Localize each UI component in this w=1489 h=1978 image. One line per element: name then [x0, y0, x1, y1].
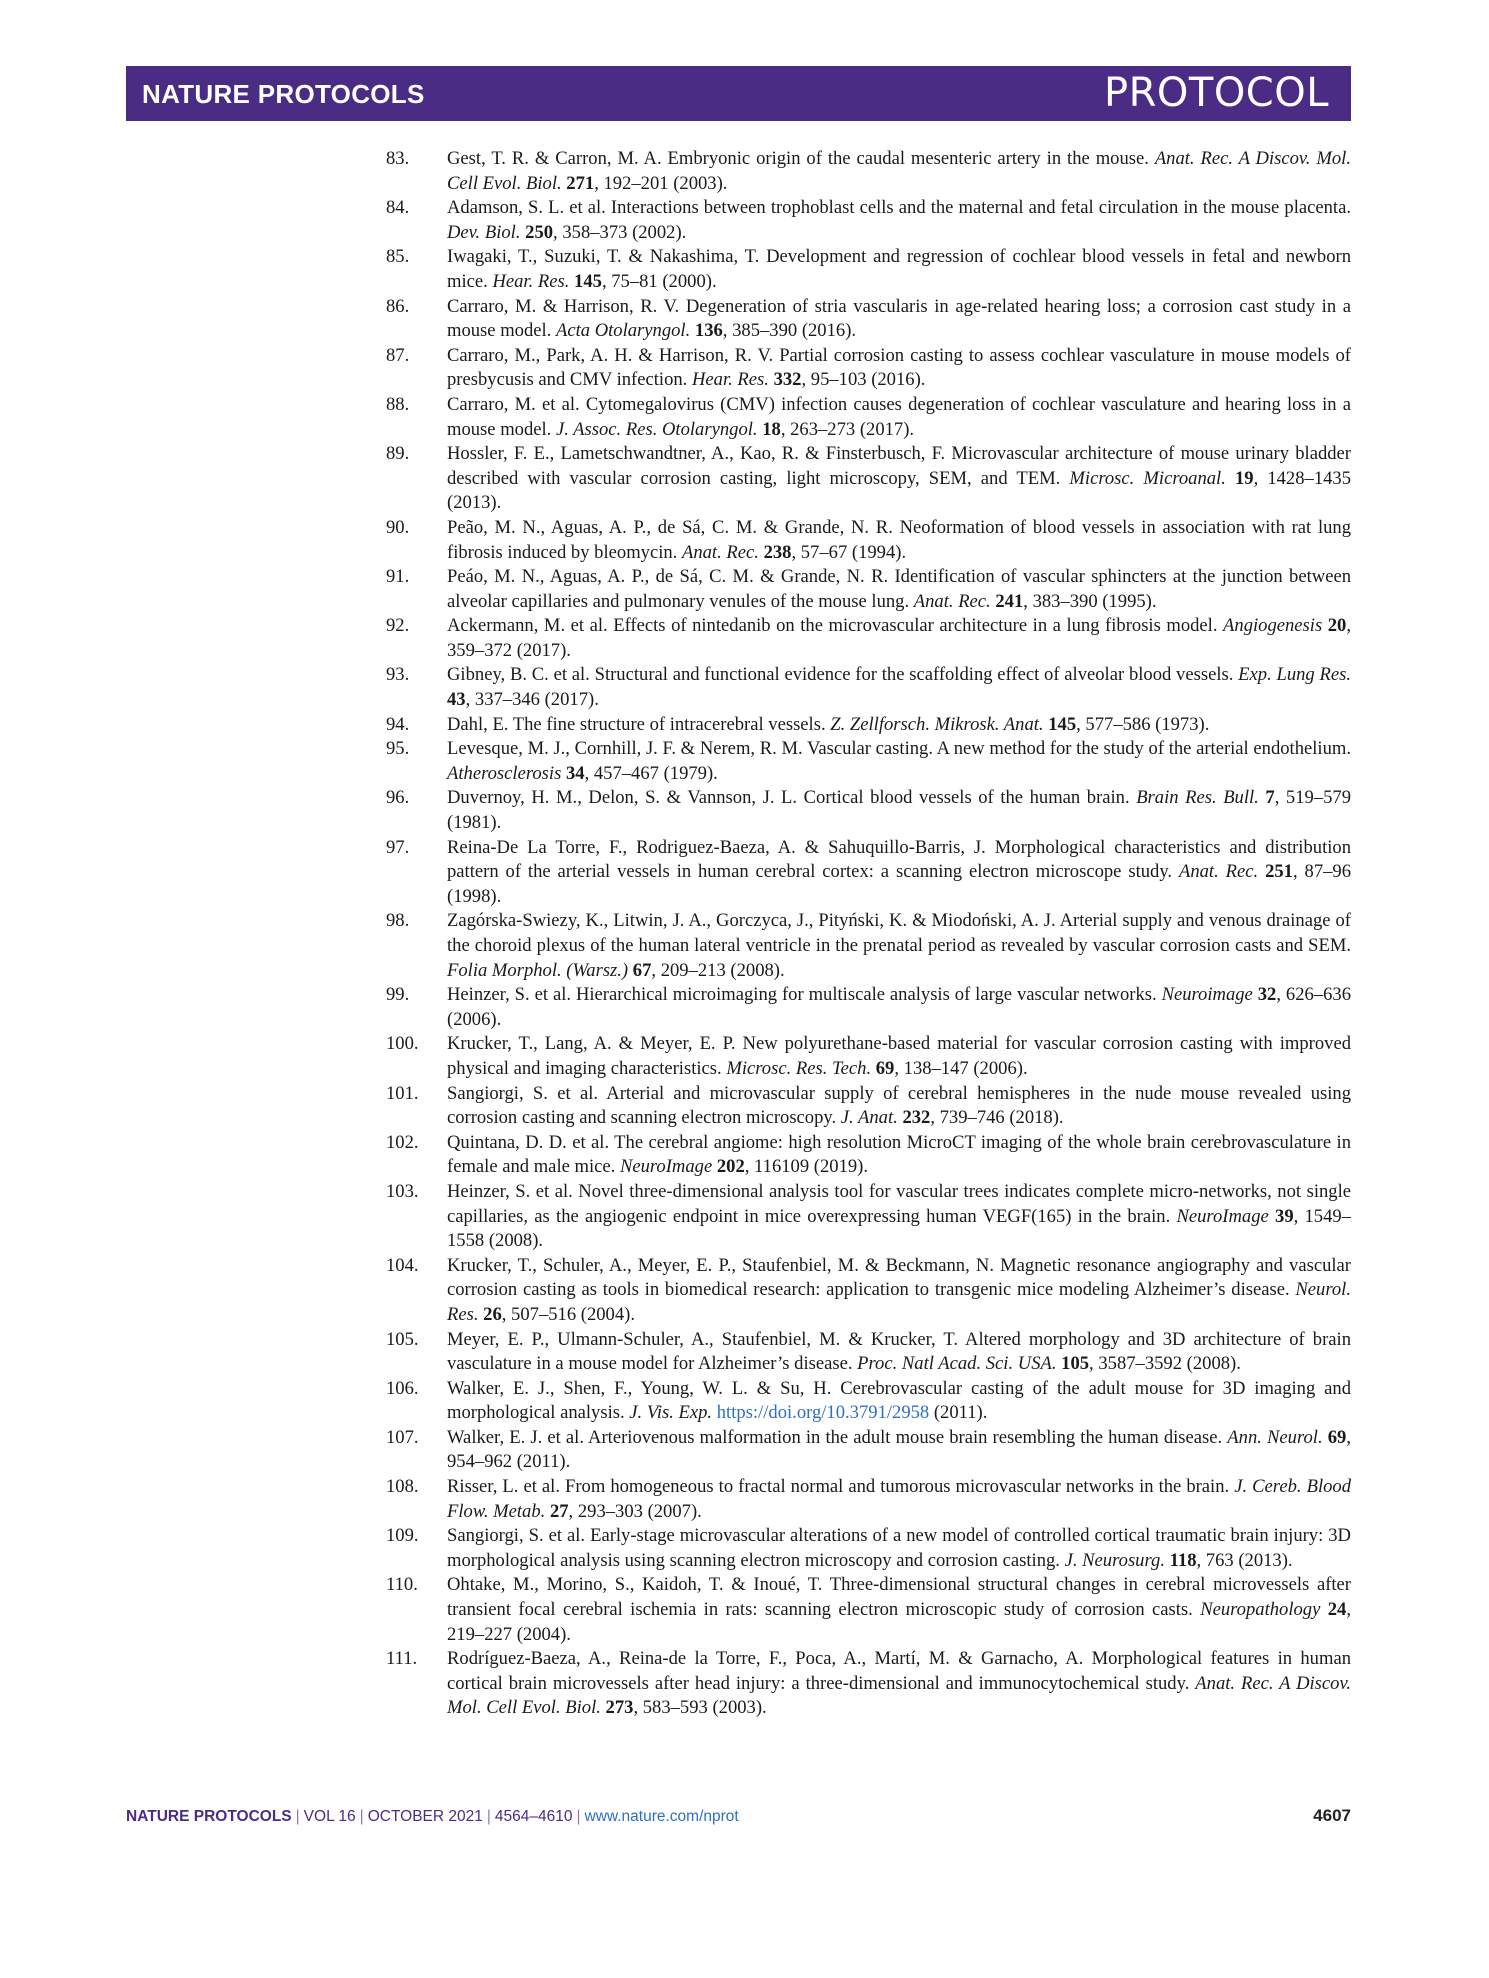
reference-item [386, 1475, 1352, 1524]
reference-item [386, 614, 1351, 663]
reference-item [386, 147, 1351, 196]
reference-item [386, 909, 1351, 983]
reference-item [386, 1647, 1351, 1721]
reference-text: Carraro, M. & Harrison, R. V. Degeneration of stria vascularis in age-related hearing loss; a corrosion cast study in a mouse model. Acta Otolaryngol. 136, 385–390 (2016). [447, 295, 1351, 342]
reference-item [386, 1328, 1351, 1377]
reference-item [386, 245, 1351, 294]
reference-text: Ohtake, M., Morino, S., Kaidoh, T. & Inoué, T. Three-dimensional structural changes in cerebral microvessels after transient focal cerebral ischemia in rats: scanning electron microscopic study of corrosion casts. Neuropathology 24, 219–227 (2004). [447, 1574, 1351, 1645]
reference-text: Heinzer, S. et al. Hierarchical microimaging for multiscale analysis of large vascular networks. Neuroimage 32, 626–636 (2006). [447, 984, 1351, 1030]
reference-text: Gibney, B. C. et al. Structural and functional evidence for the scaffolding effect of alveolar blood vessels. Exp. Lung Res. 43, 337–346 (2017). [447, 664, 1351, 711]
reference-text: Krucker, T., Lang, A. & Meyer, E. P. New polyurethane-based material for vascular corrosion casting with improved physical and imaging characteristics. Microsc. Res. Tech. 69, 138–147 (2006). [447, 1033, 1351, 1079]
reference-text: Sangiorgi, S. et al. Arterial and microvascular supply of cerebral hemispheres in the nude mouse revealed using corrosion casting and scanning electron microscopy. J. Anat. 232, 739–746 (2018). [447, 1082, 1351, 1129]
footer-url-link[interactable]: www.nature.com/nprot [584, 1808, 739, 1825]
reference-text: Sangiorgi, S. et al. Early-stage microvascular alterations of a new model of controlled cortical traumatic brain injury: 3D morphological analysis using scanning electron microscopy and corrosion casting. J. Neurosurg. 118, 763 (2013). [447, 1525, 1351, 1571]
reference-text: Carraro, M. et al. Cytomegalovirus (CMV) infection causes degeneration of cochlear vasculature and hearing loss in a mouse model. J. Assoc. Res. Otolaryngol. 18, 263–273 (2017). [447, 393, 1351, 440]
reference-number: 91. [386, 566, 410, 588]
reference-item [386, 737, 1351, 786]
reference-item [386, 1180, 1351, 1254]
footer-pages: 4564–4610 [494, 1808, 573, 1825]
reference-number: 105. [386, 1328, 419, 1350]
reference-number: 84. [386, 197, 410, 219]
reference-item [386, 344, 1351, 393]
reference-text: Peáo, M. N., Aguas, A. P., de Sá, C. M. & Grande, N. R. Identification of vascular sphincters at the junction between alveolar capillaries and pulmonary venules of the mouse lung. Anat. Rec. 241, 383–390 (1995). [447, 566, 1351, 612]
reference-number: 95. [386, 738, 410, 760]
reference-text: Zagórska-Swiezy, K., Litwin, J. A., Gorczyca, J., Pityński, K. & Miodoński, A. J. Arterial supply and venous drainage of the choroid plexus of the human lateral ventricle in the prenatal period as revealed by vascular corrosion casts and SEM. Folia Morphol. (Warsz.) 67, 209–213 (2008). [447, 910, 1351, 981]
reference-text: Duvernoy, H. M., Delon, S. & Vannson, J. L. Cortical blood vessels of the human brain. Brain Res. Bull. 7, 519–579 (1981). [447, 787, 1351, 834]
reference-number: 101. [386, 1082, 419, 1104]
reference-number: 99. [386, 984, 410, 1006]
reference-number: 97. [386, 836, 410, 858]
reference-number: 89. [386, 443, 410, 465]
reference-item [386, 1426, 1351, 1475]
reference-text: Reina-De La Torre, F., Rodriguez-Baeza, A. & Sahuquillo-Barris, J. Morphological characteristics and distribution pattern of the arterial vessels in human cerebral cortex: a scanning electron microscope study. Anat. Rec. 251, 87–96 (1998). [447, 836, 1352, 907]
reference-text: Hossler, F. E., Lametschwandtner, A., Kao, R. & Finsterbusch, F. Microvascular architecture of mouse urinary bladder described with vascular corrosion casting, light microscopy, SEM, and TEM. Microsc. Microanal. 19, 1428–1435 (2013). [447, 443, 1352, 514]
footer-date: OCTOBER 2021 [367, 1808, 483, 1825]
reference-number: 93. [386, 664, 410, 686]
reference-number: 92. [386, 615, 410, 637]
reference-text: Carraro, M., Park, A. H. & Harrison, R. V. Partial corrosion casting to assess cochlear vasculature in mouse models of presbycusis and CMV infection. Hear. Res. 332, 95–103 (2016). [447, 344, 1351, 391]
reference-text: Risser, L. et al. From homogeneous to fractal normal and tumorous microvascular networks in the brain. J. Cereb. Blood Flow. Metab. 27, 293–303 (2007). [447, 1476, 1352, 1522]
reference-text: Dahl, E. The fine structure of intracerebral vessels. Z. Zellforsch. Mikrosk. Anat. 145, 577–586 (1973). [447, 713, 1210, 735]
reference-text: Gest, T. R. & Carron, M. A. Embryonic origin of the caudal mesenteric artery in the mouse. Anat. Rec. A Discov. Mol. Cell Evol. Biol. 271, 192–201 (2003). [447, 148, 1351, 194]
reference-text: Peão, M. N., Aguas, A. P., de Sá, C. M. & Grande, N. R. Neoformation of blood vessels in association with rat lung fibrosis induced by bleomycin. Anat. Rec. 238, 57–67 (1994). [447, 516, 1351, 563]
reference-text: Krucker, T., Schuler, A., Meyer, E. P., Staufenbiel, M. & Beckmann, N. Magnetic resonance angiography and vascular corrosion casting as tools in biomedical research: application to transgenic mice modeling Alzheimer’s disease. Neurol. Res. 26, 507–516 (2004). [447, 1254, 1351, 1325]
reference-item [386, 516, 1351, 565]
reference-number: 103. [386, 1180, 419, 1202]
reference-number: 86. [386, 295, 410, 317]
reference-text: Quintana, D. D. et al. The cerebral angiome: high resolution MicroCT imaging of the whole brain cerebrovasculature in female and male mice. NeuroImage 202, 116109 (2019). [447, 1131, 1351, 1178]
reference-text: Walker, E. J., Shen, F., Young, W. L. & Su, H. Cerebrovascular casting of the adult mouse for 3D imaging and morphological analysis. J. Vis. Exp. https://doi.org/10.3791/2958 (2011). [447, 1377, 1351, 1424]
reference-item [386, 1082, 1351, 1131]
reference-text: Levesque, M. J., Cornhill, J. F. & Nerem, R. M. Vascular casting. A new method for the study of the arterial endothelium. Atherosclerosis 34, 457–467 (1979). [447, 738, 1351, 784]
reference-number: 94. [386, 713, 410, 735]
reference-number: 108. [386, 1476, 419, 1498]
reference-number: 83. [386, 148, 410, 169]
footer-volume: VOL 16 [303, 1808, 356, 1825]
page-number: 4607 [1313, 1806, 1351, 1825]
reference-text: Heinzer, S. et al. Novel three-dimensional analysis tool for vascular trees indicates complete micro-networks, not single capillaries, as the angiogenic endpoint in mice overexpressing human VEGF(165) in the brain. NeuroImage 39, 1549–1558 (2008). [447, 1180, 1351, 1252]
section-label: PROTOCOL [1103, 70, 1329, 116]
footer-citation: NATURE PROTOCOLS | VOL 16 | OCTOBER 2021 | 4564–4610 | www.nature.com/nprot [126, 1808, 739, 1825]
reference-text: Ackermann, M. et al. Effects of nintedanib on the microvascular architecture in a lung fibrosis model. Angiogenesis 20, 359–372 (2017). [447, 615, 1351, 661]
reference-number: 87. [386, 344, 410, 366]
reference-item [386, 442, 1352, 516]
journal-name: NATURE PROTOCOLS [142, 79, 425, 109]
reference-item [386, 1573, 1351, 1647]
reference-item [386, 983, 1351, 1032]
reference-number: 102. [386, 1131, 419, 1153]
reference-item [386, 1377, 1351, 1426]
reference-number: 106. [386, 1377, 419, 1399]
reference-item [386, 1524, 1351, 1573]
reference-item [386, 393, 1351, 442]
reference-item [386, 836, 1352, 910]
reference-text: Adamson, S. L. et al. Interactions between trophoblast cells and the maternal and fetal circulation in the mouse placenta. Dev. Biol. 250, 358–373 (2002). [447, 197, 1351, 243]
reference-text: Meyer, E. P., Ulmann-Schuler, A., Staufenbiel, M. & Krucker, T. Altered morphology and 3D architecture of brain vasculature in a mouse model for Alzheimer’s disease. Proc. Natl Acad. Sci. USA. 105, 3587–3592 (2008). [447, 1328, 1351, 1375]
reference-number: 85. [386, 246, 410, 268]
reference-text: Iwagaki, T., Suzuki, T. & Nakashima, T. Development and regression of cochlear blood vessels in fetal and newborn mice. Hear. Res. 145, 75–81 (2000). [447, 246, 1351, 292]
reference-number: 88. [386, 393, 410, 415]
reference-item [386, 1032, 1351, 1081]
reference-item [386, 663, 1351, 712]
reference-item [386, 196, 1351, 245]
reference-number: 109. [386, 1525, 419, 1547]
reference-number: 107. [386, 1426, 419, 1448]
reference-number: 100. [386, 1033, 419, 1055]
reference-number: 110. [386, 1574, 418, 1596]
reference-number: 104. [386, 1254, 419, 1276]
reference-text: Walker, E. J. et al. Arteriovenous malformation in the adult mouse brain resembling the human disease. Ann. Neurol. 69, 954–962 (2011). [447, 1426, 1351, 1473]
footer-journal: NATURE PROTOCOLS [126, 1808, 292, 1825]
reference-item [386, 295, 1351, 344]
reference-item [386, 1254, 1351, 1328]
reference-number: 96. [386, 787, 410, 809]
reference-list [386, 147, 1352, 1721]
reference-item [386, 565, 1351, 614]
reference-item [386, 1131, 1351, 1180]
reference-item [386, 713, 1351, 738]
page-header [126, 66, 1351, 121]
reference-number: 98. [386, 910, 410, 932]
reference-item [386, 786, 1351, 835]
reference-number: 90. [386, 516, 410, 538]
reference-text: Rodríguez-Baeza, A., Reina-de la Torre, F., Poca, A., Martí, M. & Garnacho, A. Morphological features in human cortical brain microvessels after head injury: a three-dimensional and immunocytochemical study. Anat. Rec. A Discov. Mol. Cell Evol. Biol. 273, 583–593 (2003). [447, 1648, 1351, 1719]
reference-number: 111. [386, 1648, 418, 1670]
